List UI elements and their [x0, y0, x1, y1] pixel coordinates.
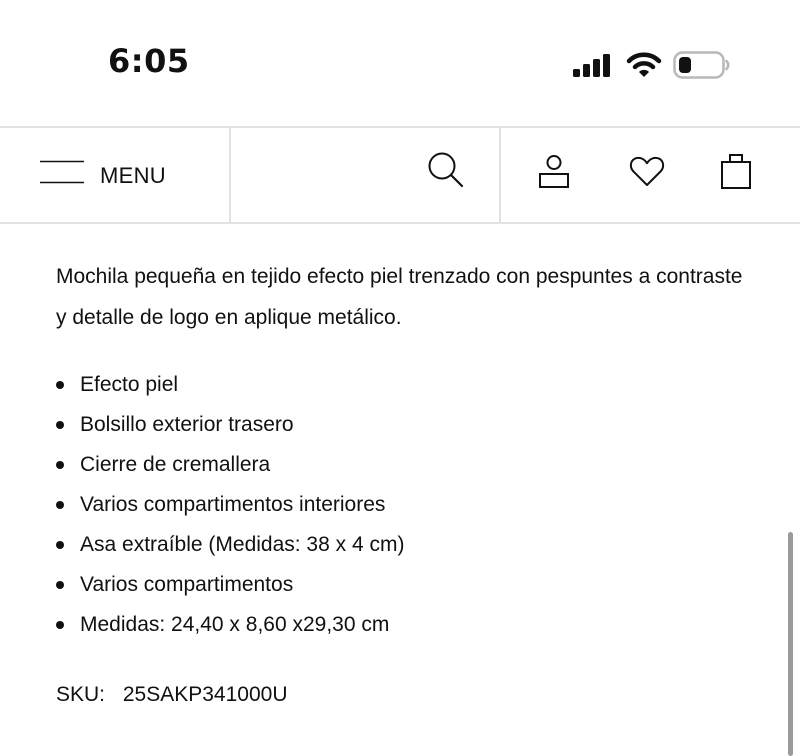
menu-button[interactable]: [0, 128, 229, 224]
feature-text: Varios compartimentos interiores: [80, 493, 386, 516]
feature-item: [56, 605, 756, 645]
feature-item: [56, 405, 756, 445]
battery-icon: [673, 51, 731, 79]
feature-list: [56, 365, 756, 645]
wifi-icon: [626, 51, 662, 79]
bullet-icon: [56, 381, 64, 389]
status-time: 6:05: [108, 42, 190, 80]
feature-text: Asa extraíble (Medidas: 38 x 4 cm): [80, 533, 405, 556]
sku-value: 25SAKP341000U: [122, 683, 288, 706]
feature-item: [56, 565, 756, 605]
feature-text: Cierre de cremallera: [80, 453, 271, 476]
bag-icon[interactable]: [720, 152, 754, 190]
hamburger-icon: [40, 160, 84, 184]
scrollbar-thumb[interactable]: [788, 532, 793, 756]
feature-text: Efecto piel: [80, 373, 179, 396]
heart-icon[interactable]: [629, 156, 665, 188]
feature-item: [56, 445, 756, 485]
nav-divider: [499, 128, 501, 224]
bullet-icon: [56, 541, 64, 549]
user-icon[interactable]: [537, 154, 571, 190]
bullet-icon: [56, 501, 64, 509]
sku-label: SKU:: [56, 683, 106, 706]
feature-item: [56, 485, 756, 525]
nav-divider: [229, 128, 231, 224]
bullet-icon: [56, 621, 64, 629]
feature-text: Medidas: 24,40 x 8,60 x29,30 cm: [80, 613, 390, 636]
top-navbar: [0, 126, 800, 224]
bullet-icon: [56, 581, 64, 589]
signal-icon: [573, 54, 613, 78]
sku-row: [56, 675, 756, 715]
menu-label: MENU: [100, 163, 166, 188]
feature-item: [56, 525, 756, 565]
product-description: Mochila pequeña en tejido efecto piel trenzado con pespuntes a contraste y detalle de logo en aplique metálico.: [56, 265, 743, 329]
product-details: [56, 256, 756, 715]
feature-item: [56, 365, 756, 405]
status-bar: [0, 0, 800, 126]
search-icon[interactable]: [426, 150, 466, 190]
bullet-icon: [56, 461, 64, 469]
bullet-icon: [56, 421, 64, 429]
feature-text: Varios compartimentos: [80, 573, 294, 596]
feature-text: Bolsillo exterior trasero: [80, 413, 294, 436]
